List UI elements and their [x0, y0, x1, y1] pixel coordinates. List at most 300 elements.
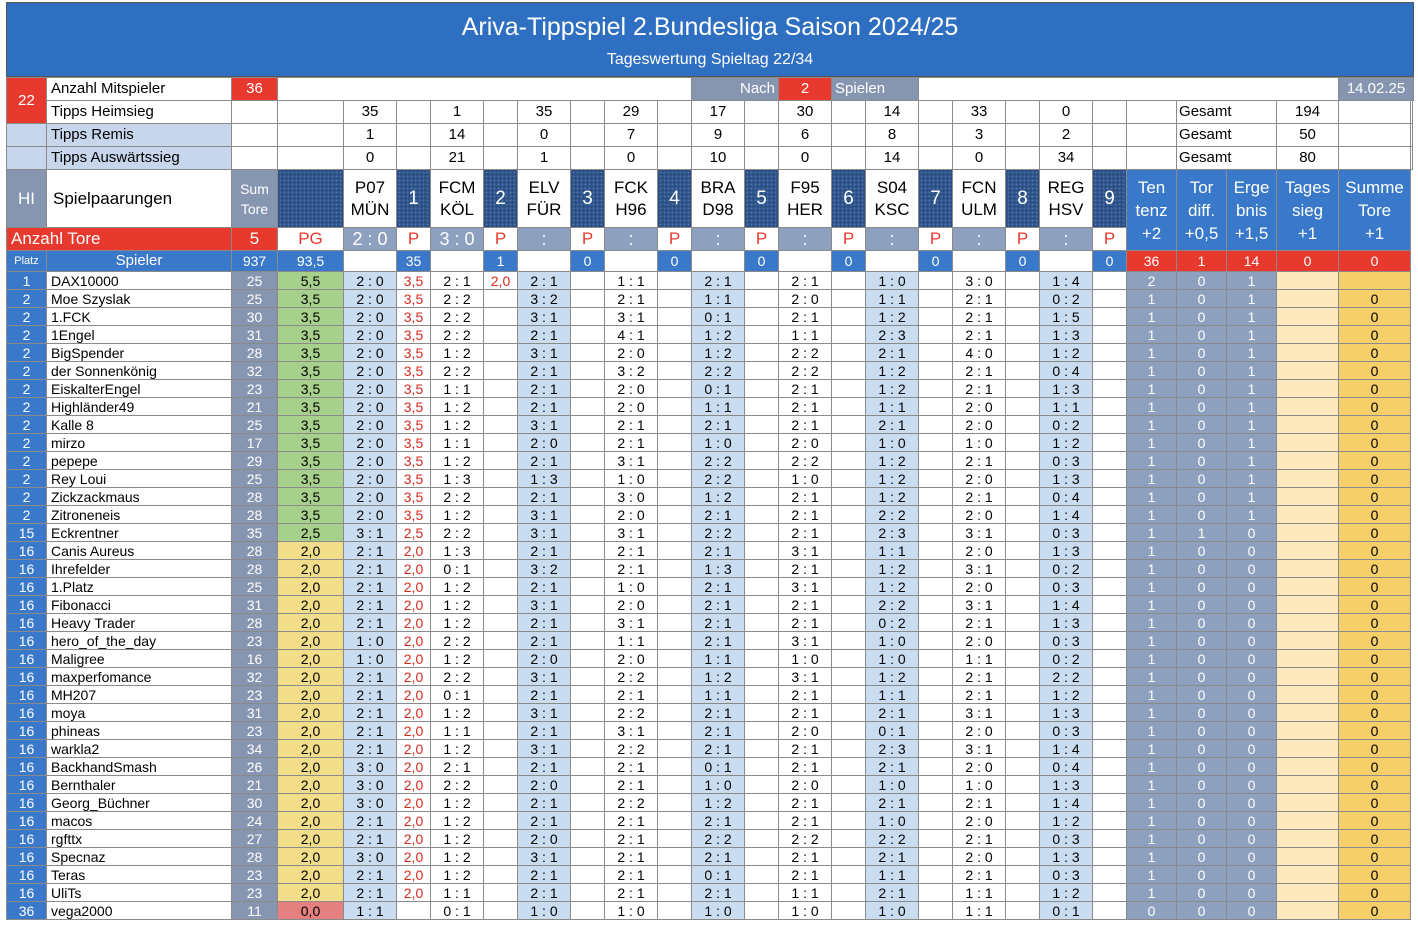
points-cell: [1006, 380, 1040, 398]
tip-colon: :: [1064, 308, 1068, 325]
tip-home: 1: [1052, 596, 1061, 613]
points-cell: [745, 290, 779, 308]
tip-home: 2: [965, 686, 974, 703]
tip-colon: :: [629, 398, 633, 415]
tip-colon: :: [368, 902, 372, 919]
table-row: [7, 578, 1414, 596]
tip-away: 2: [1071, 650, 1080, 667]
points-cell: [919, 452, 953, 470]
blank-cell: [1411, 147, 1412, 170]
tip-home: 1: [878, 542, 887, 559]
points-cell: [658, 524, 692, 542]
tip-colon: :: [716, 686, 720, 703]
table-row: [7, 632, 1414, 650]
tip-colon: :: [803, 848, 807, 865]
tip-cell: [1040, 542, 1093, 560]
tip-colon: :: [890, 596, 894, 613]
points-cell: [658, 848, 692, 866]
tip-colon: :: [890, 848, 894, 865]
points-cell: [919, 722, 953, 740]
tip-colon: :: [368, 542, 372, 559]
tip-colon: :: [1064, 794, 1068, 811]
row-marker: [7, 147, 47, 170]
tip-away: 0: [810, 722, 819, 739]
points-cell: [745, 884, 779, 902]
tip-away: 1: [897, 686, 906, 703]
tip-cell: [692, 272, 745, 290]
tip-away: 1: [897, 290, 906, 307]
points-cell: [658, 326, 692, 344]
tip-colon: :: [716, 830, 720, 847]
tip-away: 2: [897, 308, 906, 325]
info-blank: [919, 78, 1339, 101]
bonus-cell: [1277, 452, 1339, 470]
points-cell: [1093, 326, 1127, 344]
tip-home: 0: [1052, 362, 1061, 379]
tip-colon: :: [803, 578, 807, 595]
tip-away: 0: [375, 758, 384, 775]
points-cell: 2,0: [397, 884, 431, 902]
tip-colon: :: [455, 596, 459, 613]
tip-home: 1: [443, 866, 452, 883]
tip-cell: [518, 290, 571, 308]
tip-away: 0: [375, 650, 384, 667]
tip-away: 1: [723, 758, 732, 775]
tip-colon: :: [803, 830, 807, 847]
match-header-1: [344, 170, 397, 228]
remis-count-7: 8: [866, 124, 919, 147]
tip-away: 1: [810, 866, 819, 883]
matchday-badge: 22: [7, 78, 47, 124]
tip-home: 1: [704, 434, 713, 451]
tip-colon: :: [803, 686, 807, 703]
tip-colon: :: [977, 416, 981, 433]
tip-colon: :: [542, 398, 546, 415]
points-cell: [832, 290, 866, 308]
tip-colon: :: [629, 866, 633, 883]
tip-colon: :: [542, 794, 546, 811]
tip-colon: :: [977, 362, 981, 379]
tip-home: 1: [878, 650, 887, 667]
points-cell: [745, 668, 779, 686]
tip-cell: [344, 812, 397, 830]
bonus-header-5: [1339, 170, 1411, 251]
tip-away: 1: [723, 398, 732, 415]
tip-away: 5: [1071, 308, 1080, 325]
tip-home: 0: [1052, 902, 1061, 919]
tip-cell: [605, 614, 658, 632]
tip-home: 1: [878, 686, 887, 703]
player-name: Zickzackmaus: [47, 488, 232, 506]
tip-colon: :: [455, 866, 459, 883]
auswaerts-count-9: 34: [1040, 147, 1093, 170]
tip-home: 2: [791, 416, 800, 433]
bonus-cell: 0: [1177, 812, 1227, 830]
points-cell: 2,0: [484, 272, 518, 290]
tip-cell: [518, 866, 571, 884]
tip-home: 2: [791, 524, 800, 541]
tip-away: 1: [723, 614, 732, 631]
points-cell: [745, 308, 779, 326]
header-row: [7, 170, 1414, 228]
player-pg: 2,0: [278, 884, 344, 902]
player-tore: 27: [232, 830, 278, 848]
points-cell: [658, 470, 692, 488]
points-cell: 2,0: [397, 812, 431, 830]
tip-colon: :: [716, 542, 720, 559]
table-row: [7, 434, 1414, 452]
tip-home: 2: [965, 830, 974, 847]
bonus-cell: 0: [1227, 848, 1277, 866]
player-tore: 28: [232, 488, 278, 506]
points-cell: [658, 380, 692, 398]
tip-home: 0: [1052, 866, 1061, 883]
points-cell: [919, 758, 953, 776]
points-cell: [919, 416, 953, 434]
tip-colon: :: [368, 398, 372, 415]
tip-cell: [605, 884, 658, 902]
tip-cell: [344, 308, 397, 326]
tip-cell: [344, 722, 397, 740]
tip-colon: :: [629, 560, 633, 577]
points-cell: [484, 434, 518, 452]
tip-colon: :: [368, 686, 372, 703]
bonus-cell: 1: [1227, 326, 1277, 344]
tip-home: 2: [443, 290, 452, 307]
player-pg: 0,0: [278, 902, 344, 920]
tip-home: 2: [878, 524, 887, 541]
bonus-header-4: [1277, 170, 1339, 251]
blank-cell: [1339, 147, 1411, 170]
tip-cell: [1040, 452, 1093, 470]
tip-home: 0: [704, 758, 713, 775]
bonus-cell: 0: [1339, 542, 1411, 560]
tip-colon: :: [368, 812, 372, 829]
player-name: maxperfomance: [47, 668, 232, 686]
tip-away: 1: [462, 884, 471, 901]
tip-away: 0: [810, 650, 819, 667]
tip-home: 1: [878, 362, 887, 379]
bonus-cell: 0: [1339, 650, 1411, 668]
tip-home: 1: [443, 848, 452, 865]
points-cell: [1093, 668, 1127, 686]
blank-cell: [1127, 147, 1177, 170]
tip-away: 0: [984, 344, 993, 361]
tip-home: 2: [965, 506, 974, 523]
tip-colon: :: [977, 578, 981, 595]
blank-cell: [1006, 124, 1040, 147]
tip-cell: [1040, 344, 1093, 362]
tip-cell: [866, 272, 919, 290]
tip-away: 1: [723, 506, 732, 523]
bonus-cell: 0: [1177, 434, 1227, 452]
tip-cell: [431, 524, 484, 542]
tip-colon: :: [890, 434, 894, 451]
match-blank-6: [779, 251, 832, 272]
tip-cell: [1040, 470, 1093, 488]
bonus-cell: 0: [1177, 308, 1227, 326]
player-tore: 25: [232, 416, 278, 434]
tip-away: 1: [636, 452, 645, 469]
platz-cell: 2: [7, 470, 47, 488]
tip-colon: :: [542, 830, 546, 847]
tip-home: 1: [443, 830, 452, 847]
points-cell: [571, 272, 605, 290]
tip-colon: :: [629, 632, 633, 649]
tip-cell: [431, 830, 484, 848]
tip-away: 1: [375, 524, 384, 541]
points-cell: [745, 740, 779, 758]
tip-colon: :: [1064, 524, 1068, 541]
tip-colon: :: [368, 704, 372, 721]
tip-colon: :: [716, 416, 720, 433]
tip-cell: [605, 776, 658, 794]
tip-away: 3: [897, 740, 906, 757]
tip-home: 2: [530, 686, 539, 703]
tip-away: 1: [636, 308, 645, 325]
tip-cell: [692, 506, 745, 524]
tip-away: 1: [462, 902, 471, 919]
player-pg: 2,5: [278, 524, 344, 542]
blank-cell: [658, 101, 692, 124]
tip-away: 0: [636, 488, 645, 505]
tip-colon: :: [890, 416, 894, 433]
tip-away: 0: [375, 434, 384, 451]
tip-away: 1: [636, 272, 645, 289]
tip-home: 3: [356, 524, 365, 541]
points-cell: [919, 542, 953, 560]
tip-home: 2: [356, 704, 365, 721]
tip-colon: :: [803, 794, 807, 811]
points-cell: [1006, 740, 1040, 758]
points-cell: [919, 830, 953, 848]
tip-cell: [1040, 560, 1093, 578]
match-header-3: [518, 170, 571, 228]
tip-colon: :: [1064, 596, 1068, 613]
tip-colon: :: [542, 344, 546, 361]
tip-home: 2: [791, 272, 800, 289]
tip-home: 2: [617, 506, 626, 523]
tip-away: 1: [462, 380, 471, 397]
tip-colon: :: [1064, 668, 1068, 685]
tip-cell: [605, 524, 658, 542]
points-cell: 3,5: [397, 452, 431, 470]
tip-home: 2: [791, 866, 800, 883]
tip-home: 2: [356, 308, 365, 325]
tip-home: 2: [617, 758, 626, 775]
tip-home: 0: [704, 308, 713, 325]
tip-cell: [431, 362, 484, 380]
tip-home: 1: [1052, 704, 1061, 721]
tip-home: 1: [443, 434, 452, 451]
points-cell: [745, 776, 779, 794]
points-cell: [484, 758, 518, 776]
away-team: FÜR: [526, 199, 562, 219]
tip-colon: :: [542, 632, 546, 649]
match-blank-1: [344, 251, 397, 272]
tip-away: 0: [984, 542, 993, 559]
tip-home: 1: [704, 488, 713, 505]
platz-cell: 16: [7, 650, 47, 668]
tip-colon: :: [803, 560, 807, 577]
points-cell: [832, 830, 866, 848]
player-name: Teras: [47, 866, 232, 884]
points-cell: 2,0: [397, 614, 431, 632]
sum-row: [7, 251, 1414, 272]
tip-colon: :: [368, 506, 372, 523]
tip-away: 1: [723, 704, 732, 721]
tip-cell: [518, 650, 571, 668]
bonus-cell: 0: [1177, 704, 1227, 722]
away-team: H96: [615, 199, 647, 219]
tip-colon: :: [803, 758, 807, 775]
tip-home: 3: [530, 848, 539, 865]
tip-home: 2: [617, 398, 626, 415]
tip-colon: :: [890, 722, 894, 739]
tip-cell: [518, 398, 571, 416]
remis-count-1: 1: [344, 124, 397, 147]
tip-colon: :: [455, 272, 459, 289]
tip-cell: [953, 650, 1006, 668]
bonus-cell: 0: [1177, 560, 1227, 578]
points-cell: [745, 488, 779, 506]
tip-cell: [1040, 686, 1093, 704]
tip-cell: [779, 614, 832, 632]
tip-colon: :: [977, 686, 981, 703]
points-cell: [1006, 668, 1040, 686]
bonus-cell: 1: [1127, 290, 1177, 308]
heimsieg-count-7: 14: [866, 101, 919, 124]
platz-cell: 16: [7, 830, 47, 848]
tip-away: 1: [984, 488, 993, 505]
points-cell: [571, 506, 605, 524]
tip-home: 2: [704, 704, 713, 721]
bonus-cell: 0: [1339, 704, 1411, 722]
tip-colon: :: [1064, 272, 1068, 289]
tip-cell: [953, 596, 1006, 614]
tip-home: 2: [356, 470, 365, 487]
tip-colon: :: [803, 668, 807, 685]
sum-tore-total: 937: [232, 251, 278, 272]
tip-away: 2: [462, 398, 471, 415]
bonus-cell: 0: [1177, 686, 1227, 704]
points-cell: [1006, 416, 1040, 434]
tip-cell: [344, 416, 397, 434]
tip-colon: :: [455, 362, 459, 379]
tip-away: 3: [1071, 632, 1080, 649]
tip-away: 0: [897, 776, 906, 793]
tip-cell: [518, 416, 571, 434]
auswaerts-count-3: 1: [518, 147, 571, 170]
tip-away: 1: [984, 452, 993, 469]
match-number-3: 3: [571, 170, 605, 228]
tip-cell: [866, 758, 919, 776]
tip-colon: :: [542, 290, 546, 307]
tip-colon: :: [803, 452, 807, 469]
tip-cell: [1040, 740, 1093, 758]
points-cell: [1093, 650, 1127, 668]
tip-away: 0: [810, 776, 819, 793]
tip-home: 3: [356, 848, 365, 865]
tip-colon: :: [455, 578, 459, 595]
tip-cell: [866, 722, 919, 740]
tip-colon: :: [1064, 650, 1068, 667]
tip-home: 2: [617, 704, 626, 721]
tip-cell: [605, 380, 658, 398]
tip-away: 2: [462, 650, 471, 667]
remis-count-2: 14: [431, 124, 484, 147]
tip-colon: :: [368, 434, 372, 451]
points-cell: [484, 812, 518, 830]
tip-cell: [692, 560, 745, 578]
points-cell: [658, 704, 692, 722]
tip-cell: [692, 866, 745, 884]
tip-cell: [518, 812, 571, 830]
tip-away: 1: [810, 506, 819, 523]
tip-cell: [344, 686, 397, 704]
tip-home: 2: [356, 668, 365, 685]
bonus-cell: 0: [1339, 794, 1411, 812]
tip-home: 1: [443, 812, 452, 829]
platz-cell: 2: [7, 398, 47, 416]
tip-away: 0: [375, 380, 384, 397]
tip-home: 1: [617, 272, 626, 289]
tip-home: 2: [704, 470, 713, 487]
spielpaarungen-label: Spielpaarungen: [47, 170, 232, 228]
tip-home: 1: [617, 902, 626, 919]
tip-colon: :: [1064, 452, 1068, 469]
points-cell: [571, 812, 605, 830]
platz-cell: 2: [7, 344, 47, 362]
tip-home: 1: [443, 794, 452, 811]
bonus-l3: +1: [1297, 223, 1318, 243]
player-pg: 2,0: [278, 866, 344, 884]
tip-cell: [431, 344, 484, 362]
tip-colon: :: [629, 686, 633, 703]
points-cell: [832, 884, 866, 902]
tip-home: 3: [617, 308, 626, 325]
tip-cell: [344, 578, 397, 596]
tip-colon: :: [803, 416, 807, 433]
match-blank-2: [431, 251, 484, 272]
bonus-cell: 0: [1177, 416, 1227, 434]
tip-cell: [866, 290, 919, 308]
bonus-l3: +2: [1141, 223, 1162, 243]
points-cell: [1093, 740, 1127, 758]
points-cell: [658, 596, 692, 614]
tip-home: 2: [617, 686, 626, 703]
tip-colon: :: [629, 542, 633, 559]
tip-away: 1: [897, 416, 906, 433]
tip-away: 0: [549, 650, 558, 667]
bonus-cell: 0: [1339, 722, 1411, 740]
tip-cell: [953, 416, 1006, 434]
tip-cell: [953, 434, 1006, 452]
tip-cell: [605, 668, 658, 686]
auswaerts-count-7: 14: [866, 147, 919, 170]
tip-away: 0: [897, 272, 906, 289]
result-colon: :: [889, 229, 895, 249]
tip-away: 1: [723, 848, 732, 865]
p-label-5: P: [745, 228, 779, 251]
tip-cell: [866, 902, 919, 920]
points-cell: [919, 380, 953, 398]
tip-home: 1: [878, 812, 887, 829]
bonus-header-3: [1227, 170, 1277, 251]
tip-home: 1: [356, 632, 365, 649]
auswaerts-total: 80: [1277, 147, 1339, 170]
player-pg: 3,5: [278, 506, 344, 524]
